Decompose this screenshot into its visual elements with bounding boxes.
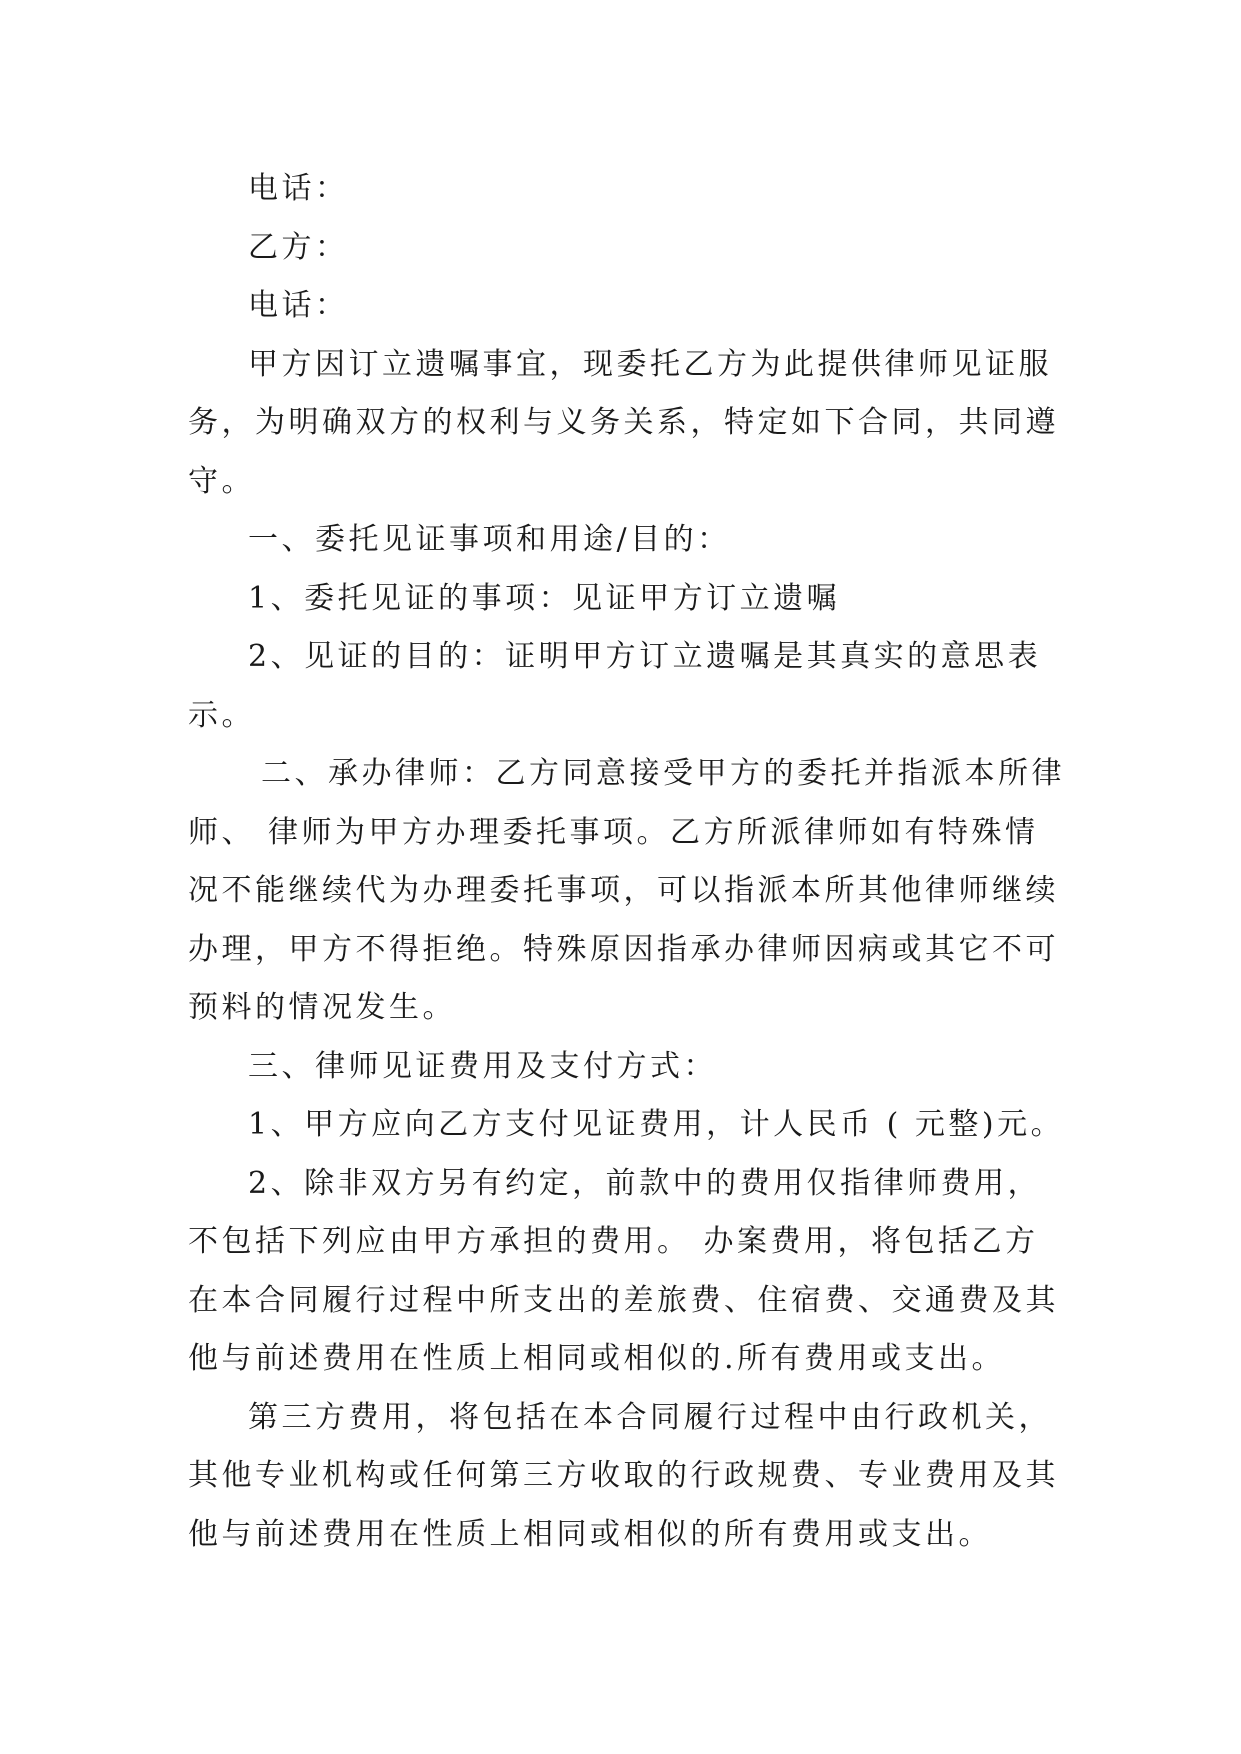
intro-paragraph: 甲方因订立遗嘱事宜，现委托乙方为此提供律师见证服务，为明确双方的权利与义务关系，特定如下合同，共同遵守。 [188, 346, 1059, 499]
section-3-item-2: 2、除非双方另有约定，前款中的费用仅指律师费用，不包括下列应由甲方承担的费用。 办案费用，将包括乙方在本合同履行过程中所支出的差旅费、住宿费、交通费及其他与前述费用在性质上相同或相似的.所有费用或支出。 [188, 1165, 1059, 1376]
section-1-item-2: 2、见证的目的：证明甲方订立遗嘱是其真实的意思表示。 [188, 639, 1042, 733]
section-3-item-1: 1、甲方应向乙方支付见证费用，计人民币 ( 元整)元。 [248, 1107, 1065, 1142]
phone-line-party-b: 电话： [248, 288, 349, 323]
third-party-fees-paragraph: 第三方费用，将包括在本合同履行过程中由行政机关，其他专业机构或任何第三方收取的行政规费、专业费用及其他与前述费用在性质上相同或相似的所有费用或支出。 [188, 1399, 1059, 1552]
section-1-heading: 一、委托见证事项和用途/目的： [248, 522, 731, 557]
phone-line-party-a: 电话： [248, 171, 349, 206]
section-3-heading: 三、律师见证费用及支付方式： [248, 1048, 717, 1084]
document-body [188, 160, 1068, 1564]
section-2-paragraph: 二、承办律师：乙方同意接受甲方的委托并指派本所律师、 律师为甲方办理委托事项。乙方所派律师如有特殊情况不能继续代为办理委托事项，可以指派本所其他律师继续办理，甲方不得拒绝。特殊原因指承办律师因病或其它不可预料的情况发生。 [188, 756, 1066, 1025]
section-1-item-1: 1、委托见证的事项：见证甲方订立遗嘱 [248, 580, 841, 616]
party-b-line: 乙方： [248, 229, 349, 265]
